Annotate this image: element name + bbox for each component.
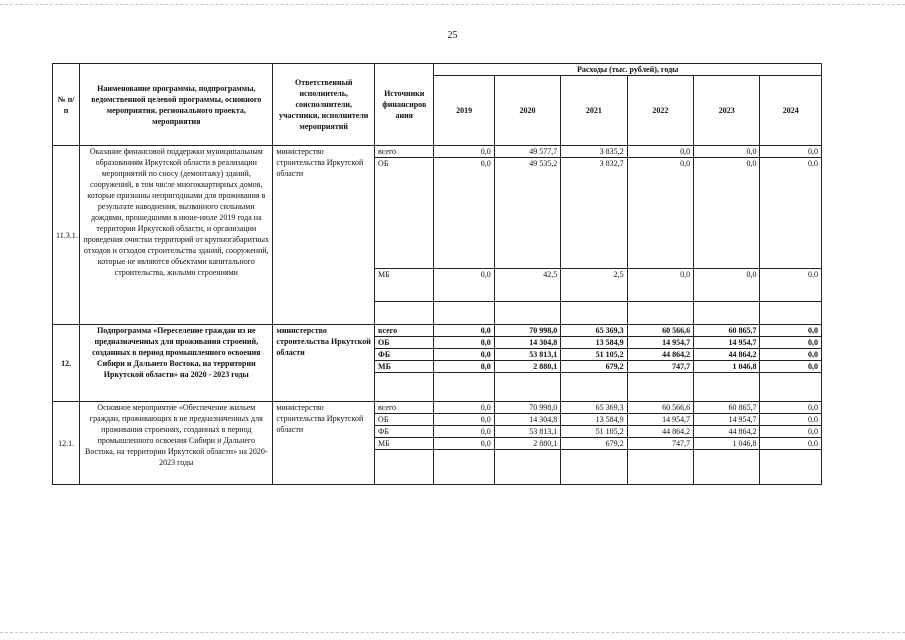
header-year: 2019: [434, 76, 494, 146]
funding-source: ОБ: [375, 337, 434, 349]
value-cell: 60 865,7: [694, 402, 760, 414]
funding-source: всего: [375, 146, 434, 158]
scan-artifact-bottom: [0, 632, 905, 633]
header-year: 2020: [494, 76, 560, 146]
funding-source: ФБ: [375, 349, 434, 361]
program-name: Основное мероприятие «Обеспечение жильем граждан, проживающих в не предназначенных для проживания строениях, созданных в период промышленного освоения Сибири и Дальнего Востока, на территории Иркутской области» на 2020-2023 годы: [80, 402, 273, 485]
value-cell: 0,0: [760, 438, 822, 450]
value-cell: 679,2: [561, 438, 627, 450]
value-cell: 49 577,7: [494, 146, 560, 158]
value-cell: 747,7: [627, 438, 693, 450]
value-cell: 70 998,0: [494, 325, 560, 337]
value-cell: 2 880,1: [494, 361, 560, 373]
empty-cell: [434, 450, 494, 485]
scan-artifact-top: [0, 4, 905, 5]
funding-source: всего: [375, 402, 434, 414]
header-expenses: Расходы (тыс. рублей), годы: [434, 64, 822, 76]
value-cell: 0,0: [760, 337, 822, 349]
value-cell: 2,5: [561, 269, 627, 302]
header-sources: Источники финансиров ания: [375, 64, 434, 146]
value-cell: 0,0: [760, 426, 822, 438]
program-name: Подпрограмма «Переселение граждан из не предназначенных для проживания строений, созданных в период промышленного освоения Сибири и Дальнего Востока, на территории Иркутской области» на 2020 - 2023 годы: [80, 325, 273, 402]
empty-cell: [494, 450, 560, 485]
empty-cell: [760, 450, 822, 485]
value-cell: 747,7: [627, 361, 693, 373]
responsible-executor: министерство строительства Иркутской области: [273, 325, 375, 402]
empty-cell: [375, 450, 434, 485]
empty-cell: [375, 373, 434, 402]
funding-source: всего: [375, 325, 434, 337]
empty-cell: [760, 373, 822, 402]
value-cell: 0,0: [627, 269, 693, 302]
empty-cell: [627, 373, 693, 402]
value-cell: 1 046,8: [694, 438, 760, 450]
value-cell: 0,0: [627, 158, 693, 269]
value-cell: 14 304,8: [494, 337, 560, 349]
value-cell: 0,0: [434, 426, 494, 438]
empty-cell: [494, 373, 560, 402]
header-year: 2022: [627, 76, 693, 146]
value-cell: 13 584,9: [561, 414, 627, 426]
value-cell: 53 813,1: [494, 426, 560, 438]
funding-source: ОБ: [375, 414, 434, 426]
value-cell: 44 864,2: [694, 426, 760, 438]
value-cell: 0,0: [760, 158, 822, 269]
empty-cell: [627, 450, 693, 485]
header-program: Наименование программы, подпрограммы, ведомственной целевой программы, основного мероприятия, регионального проекта, мероприятия: [80, 64, 273, 146]
value-cell: 13 584,9: [561, 337, 627, 349]
funding-source: ФБ: [375, 426, 434, 438]
value-cell: 14 954,7: [694, 414, 760, 426]
value-cell: 0,0: [627, 146, 693, 158]
value-cell: 14 954,7: [694, 337, 760, 349]
value-cell: 65 369,3: [561, 325, 627, 337]
value-cell: 0,0: [694, 146, 760, 158]
value-cell: 3 835,2: [561, 146, 627, 158]
value-cell: 42,5: [494, 269, 560, 302]
value-cell: 679,2: [561, 361, 627, 373]
empty-cell: [434, 373, 494, 402]
value-cell: 44 864,2: [694, 349, 760, 361]
value-cell: 0,0: [760, 146, 822, 158]
budget-table: [52, 63, 822, 485]
value-cell: 0,0: [694, 158, 760, 269]
value-cell: 0,0: [694, 269, 760, 302]
value-cell: 49 535,2: [494, 158, 560, 269]
empty-cell: [694, 450, 760, 485]
value-cell: 3 832,7: [561, 158, 627, 269]
value-cell: 51 105,2: [561, 349, 627, 361]
empty-cell: [561, 450, 627, 485]
empty-cell: [694, 302, 760, 325]
value-cell: 0,0: [760, 325, 822, 337]
value-cell: 60 865,7: [694, 325, 760, 337]
empty-cell: [434, 302, 494, 325]
empty-cell: [375, 302, 434, 325]
responsible-executor: министерство строительства Иркутской области: [273, 146, 375, 325]
row-number: 12.: [53, 325, 80, 402]
value-cell: 53 813,1: [494, 349, 560, 361]
funding-source: ОБ: [375, 158, 434, 269]
value-cell: 60 566,6: [627, 325, 693, 337]
value-cell: 14 954,7: [627, 414, 693, 426]
value-cell: 0,0: [434, 414, 494, 426]
value-cell: 51 105,2: [561, 426, 627, 438]
value-cell: 0,0: [760, 414, 822, 426]
header-responsible: Ответственный исполнитель, соисполнители, участники, исполнители мероприятий: [273, 64, 375, 146]
value-cell: 0,0: [434, 337, 494, 349]
responsible-executor: министерство строительства Иркутской области: [273, 402, 375, 485]
value-cell: 1 046,8: [694, 361, 760, 373]
value-cell: 0,0: [434, 438, 494, 450]
value-cell: 2 880,1: [494, 438, 560, 450]
value-cell: 0,0: [434, 349, 494, 361]
funding-source: МБ: [375, 269, 434, 302]
program-name: Оказание финансовой поддержки муниципальным образованиям Иркутской области в реализации мероприятий по сносу (демонтажу) зданий, сооружений, в том числе многоквартирных домов, которые признаны непригодными для проживания в результате наводнения, вызванного сильными дождями, прошедшими в июне-июле 2019 года на территории Иркутской области, и организации проведения очистки территорий от крупногабаритных отходов и отходов строительства зданий, сооружений, которые не являются объектами капитального строительства, жилыми строениями: [80, 146, 273, 325]
empty-cell: [760, 302, 822, 325]
empty-cell: [694, 373, 760, 402]
value-cell: 0,0: [434, 158, 494, 269]
header-num: № п/п: [53, 64, 80, 146]
value-cell: 44 864,2: [627, 426, 693, 438]
value-cell: 0,0: [434, 146, 494, 158]
row-number: 11.3.1.: [53, 146, 80, 325]
value-cell: 0,0: [760, 269, 822, 302]
empty-cell: [561, 302, 627, 325]
funding-source: МБ: [375, 361, 434, 373]
row-number: 12.1.: [53, 402, 80, 485]
value-cell: 0,0: [760, 402, 822, 414]
value-cell: 0,0: [760, 349, 822, 361]
value-cell: 70 998,0: [494, 402, 560, 414]
empty-cell: [627, 302, 693, 325]
value-cell: 14 954,7: [627, 337, 693, 349]
value-cell: 60 566,6: [627, 402, 693, 414]
value-cell: 0,0: [760, 361, 822, 373]
value-cell: 0,0: [434, 325, 494, 337]
value-cell: 14 304,8: [494, 414, 560, 426]
value-cell: 0,0: [434, 402, 494, 414]
funding-source: МБ: [375, 438, 434, 450]
value-cell: 44 864,2: [627, 349, 693, 361]
empty-cell: [494, 302, 560, 325]
value-cell: 65 369,3: [561, 402, 627, 414]
header-year: 2024: [760, 76, 822, 146]
header-year: 2021: [561, 76, 627, 146]
page-number: 25: [447, 30, 458, 41]
empty-cell: [561, 373, 627, 402]
value-cell: 0,0: [434, 269, 494, 302]
value-cell: 0,0: [434, 361, 494, 373]
header-year: 2023: [694, 76, 760, 146]
